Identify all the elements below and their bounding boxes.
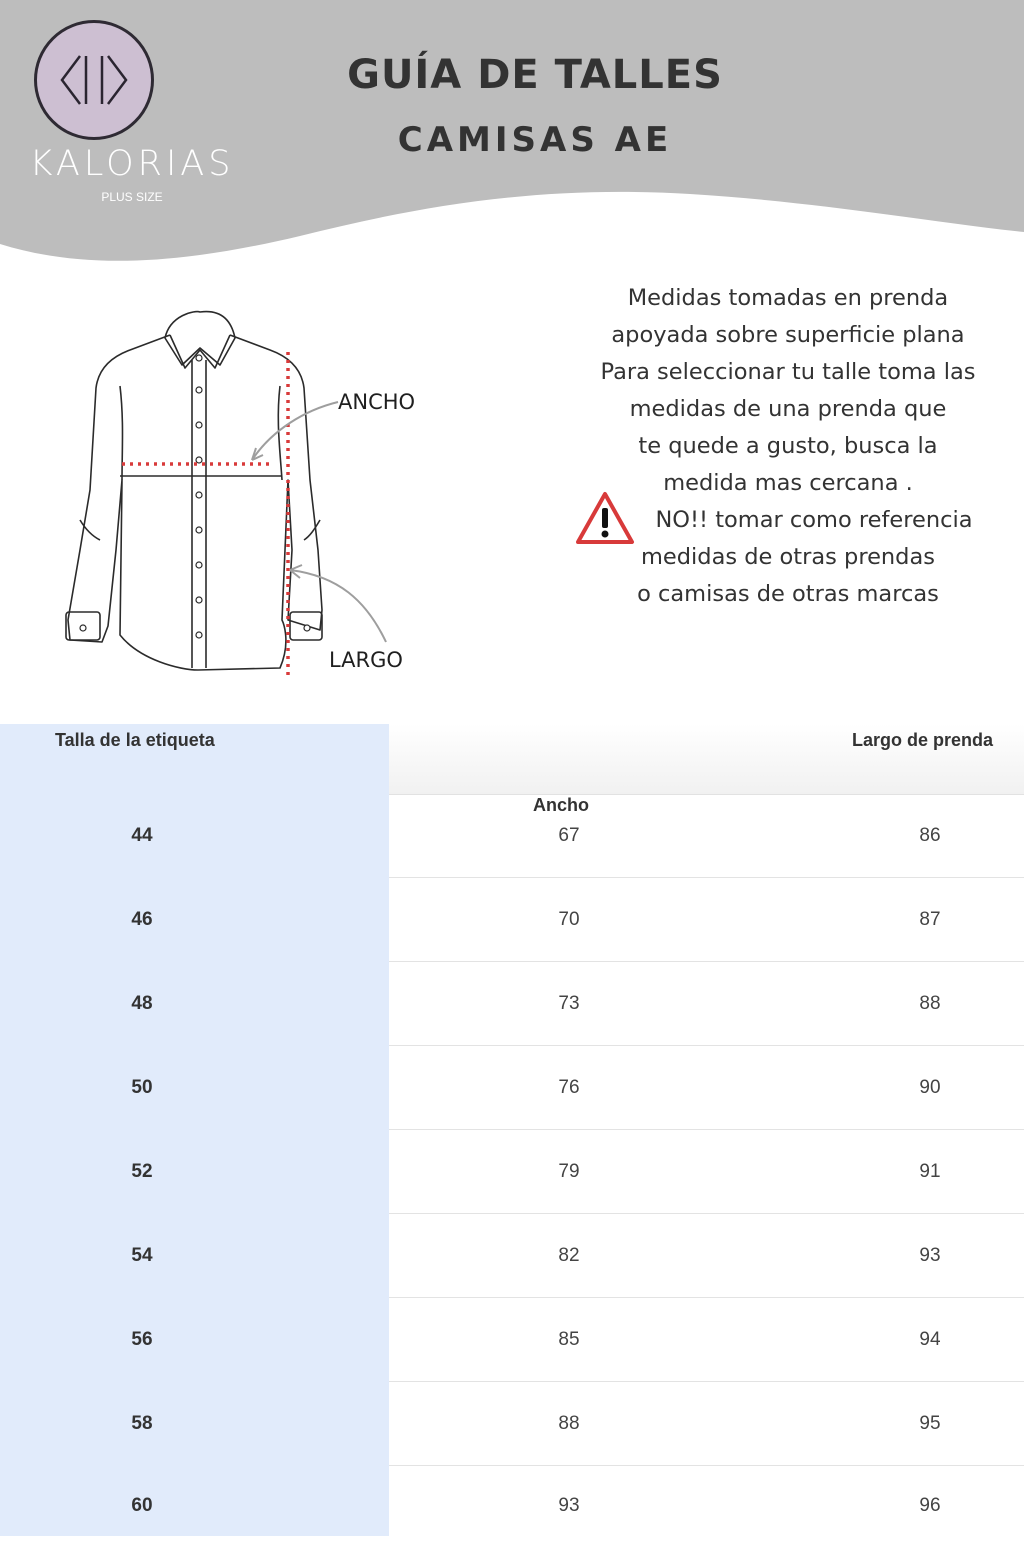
table-row (0, 962, 1024, 1046)
largo-cell: 96 (919, 1495, 941, 1516)
size-cell: 44 (131, 825, 153, 846)
table-row (0, 1046, 1024, 1130)
ancho-cell: 70 (558, 909, 580, 930)
largo-cell: 88 (919, 993, 941, 1014)
header-largo: Largo de prenda (852, 730, 994, 750)
instructions-text (560, 280, 1016, 613)
size-cell: 54 (131, 1245, 153, 1266)
instruction-line: medida mas cercana . (663, 470, 913, 496)
ancho-cell: 82 (558, 1245, 580, 1266)
table-row (0, 1464, 1024, 1548)
size-cell: 50 (131, 1077, 153, 1098)
largo-cell: 95 (919, 1413, 941, 1434)
brand-name: KALORIAS (29, 144, 235, 184)
table-row (0, 1298, 1024, 1382)
ancho-cell: 73 (558, 993, 580, 1014)
size-cell: 46 (131, 909, 153, 930)
size-cell: 60 (131, 1495, 153, 1516)
largo-cell: 87 (919, 909, 941, 930)
largo-cell: 86 (919, 825, 941, 846)
largo-cell: 94 (919, 1329, 941, 1350)
ancho-cell: 88 (558, 1413, 580, 1434)
table-row (0, 794, 1024, 878)
page-subtitle: CAMISAS AE (397, 120, 673, 160)
instruction-line: Medidas tomadas en prenda (627, 285, 949, 311)
shirt-diagram (20, 290, 440, 700)
table-row (0, 878, 1024, 962)
size-cell: 48 (131, 993, 153, 1014)
page-title: GUÍA DE TALLES (347, 52, 723, 98)
kalorias-logo-icon (34, 20, 154, 140)
ancho-cell: 67 (558, 825, 580, 846)
table-row (0, 1130, 1024, 1214)
instruction-line: medidas de otras prendas (641, 544, 935, 570)
largo-cell: 93 (919, 1245, 941, 1266)
instruction-line: medidas de una prenda que (629, 396, 947, 422)
ancho-cell: 85 (558, 1329, 580, 1350)
warning-triangle-icon (574, 490, 636, 546)
table-row (0, 1214, 1024, 1298)
ancho-cell: 79 (558, 1161, 580, 1182)
instruction-line: Para seleccionar tu talle toma las (600, 359, 976, 385)
warning-line: NO!! tomar como referencia (655, 507, 973, 533)
ancho-label: ANCHO (338, 390, 416, 414)
size-cell: 58 (131, 1413, 153, 1434)
header-ancho: Ancho (533, 795, 589, 815)
table-row (0, 1382, 1024, 1466)
instruction-line: o camisas de otras marcas (637, 581, 939, 607)
largo-cell: 91 (919, 1161, 941, 1182)
size-cell: 56 (131, 1329, 153, 1350)
instruction-line: apoyada sobre superficie plana (611, 322, 965, 348)
header-size: Talla de la etiqueta (55, 730, 215, 750)
size-cell: 52 (131, 1161, 153, 1182)
brand-subtitle: PLUS SIZE (101, 190, 163, 204)
largo-cell: 90 (919, 1077, 941, 1098)
ancho-cell: 93 (558, 1495, 580, 1516)
largo-label: LARGO (329, 648, 403, 672)
ancho-cell: 76 (558, 1077, 580, 1098)
instruction-line: te quede a gusto, busca la (638, 433, 938, 459)
